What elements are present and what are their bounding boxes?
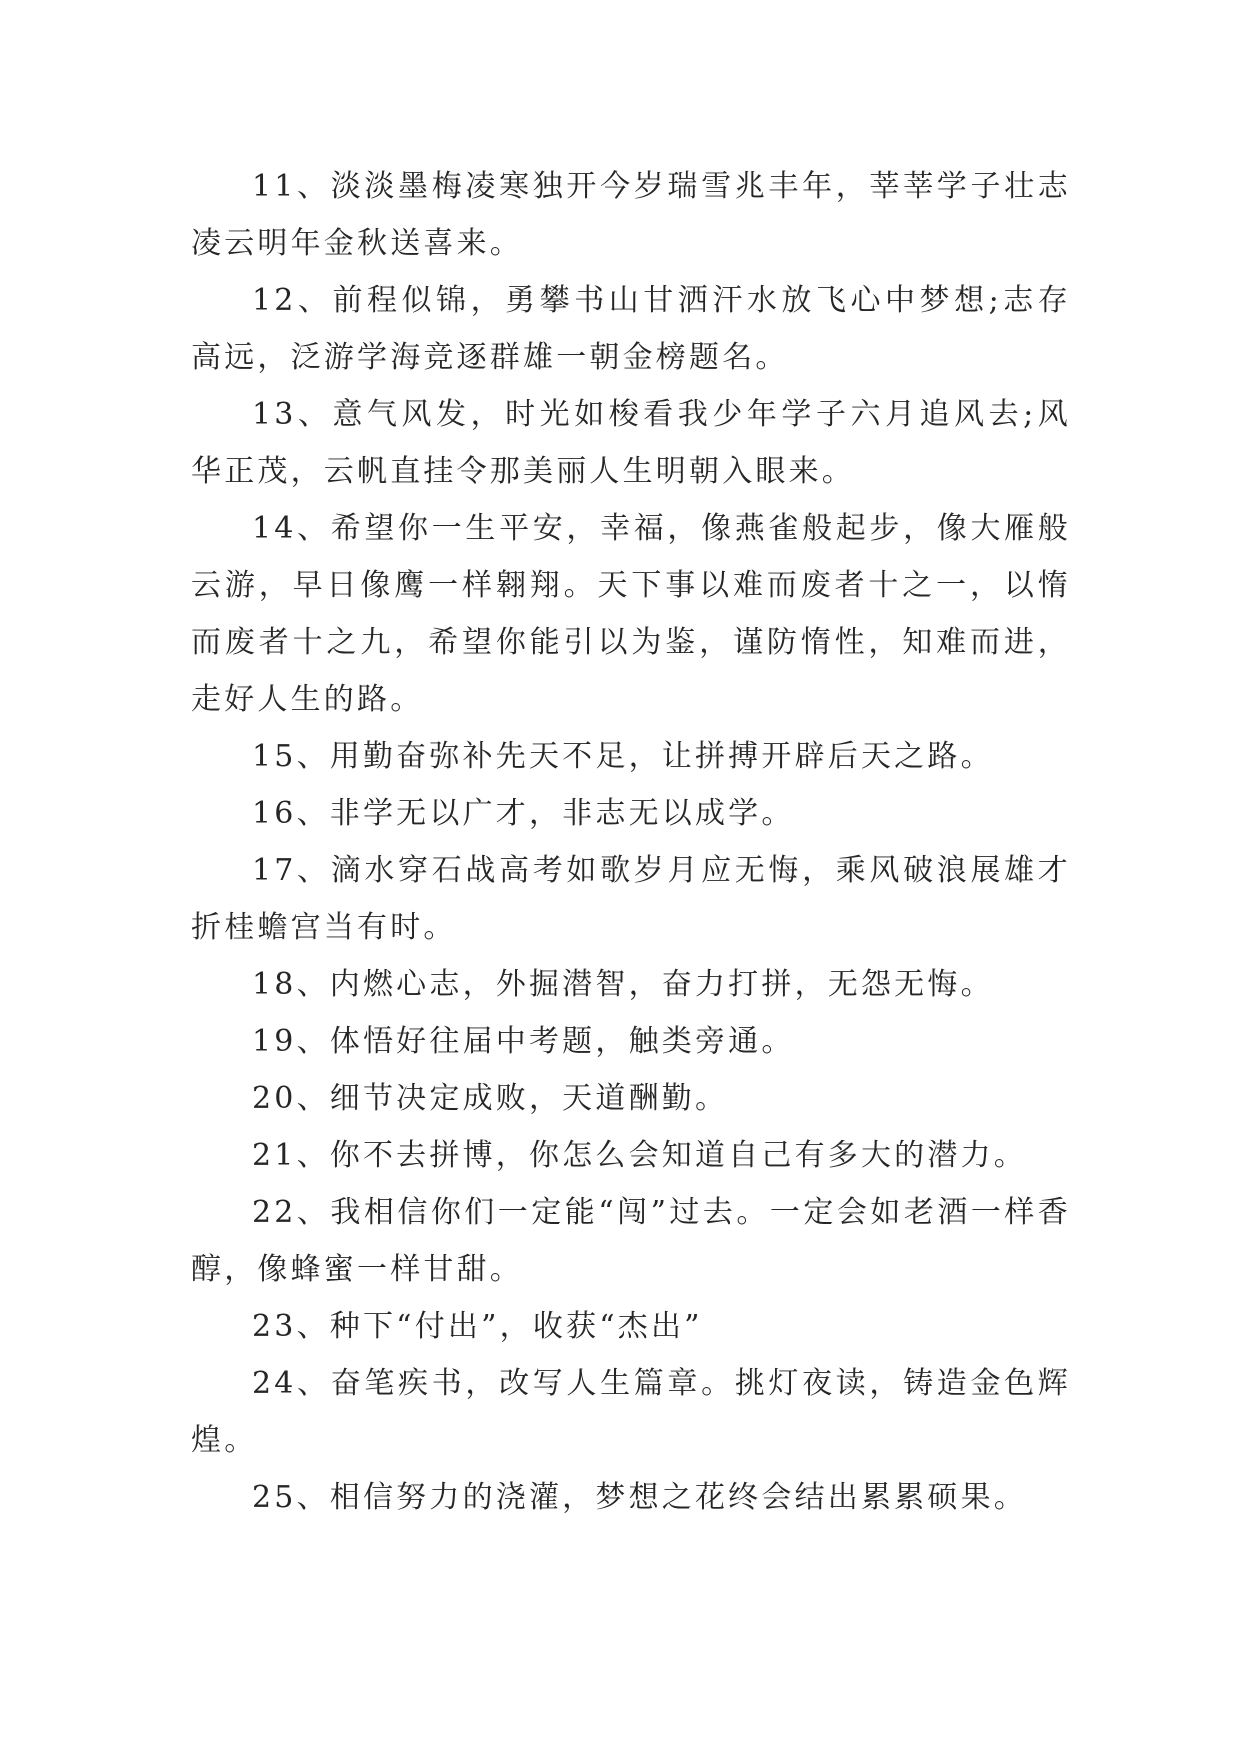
paragraph-25: 25、相信努力的浇灌，梦想之花终会结出累累硕果。 [252,1480,1027,1515]
paragraph-24: 24、奋笔疾书，改写人生篇章。挑灯夜读，铸造金色辉煌。 [191,1366,1071,1458]
paragraph-18: 18、内燃心志，外掘潜智，奋力打拼，无怨无悔。 [252,967,994,1002]
paragraph-13: 13、意气风发，时光如梭看我少年学子六月追风去;风华正茂，云帆直挂令那美丽人生明朝入眼来。 [191,397,1071,489]
paragraph-11: 11、淡淡墨梅凌寒独开今岁瑞雪兆丰年，莘莘学子壮志凌云明年金秋送喜来。 [191,169,1071,261]
paragraph-16: 16、非学无以广才，非志无以成学。 [252,796,795,831]
paragraph-15: 15、用勤奋弥补先天不足，让拼搏开辟后天之路。 [252,739,994,774]
paragraph-21: 21、你不去拼博，你怎么会知道自己有多大的潜力。 [252,1138,1027,1173]
document-body [191,158,1071,1526]
paragraph-14: 14、希望你一生平安，幸福，像燕雀般起步，像大雁般云游，早日像鹰一样翱翔。天下事以难而废者十之一，以惰而废者十之九，希望你能引以为鉴，谨防惰性，知难而进，走好人生的路。 [191,511,1071,717]
paragraph-12: 12、前程似锦，勇攀书山甘洒汗水放飞心中梦想;志存高远，泛游学海竞逐群雄一朝金榜题名。 [191,283,1071,375]
paragraph-20: 20、细节决定成败，天道酬勤。 [252,1081,729,1116]
paragraph-23: 23、种下“付出”，收获“杰出” [252,1309,703,1344]
paragraph-22: 22、我相信你们一定能“闯”过去。一定会如老酒一样香醇，像蜂蜜一样甘甜。 [191,1195,1071,1287]
paragraph-17: 17、滴水穿石战高考如歌岁月应无悔，乘风破浪展雄才折桂蟾宫当有时。 [191,853,1071,945]
paragraph-19: 19、体悟好往届中考题，触类旁通。 [252,1024,795,1059]
